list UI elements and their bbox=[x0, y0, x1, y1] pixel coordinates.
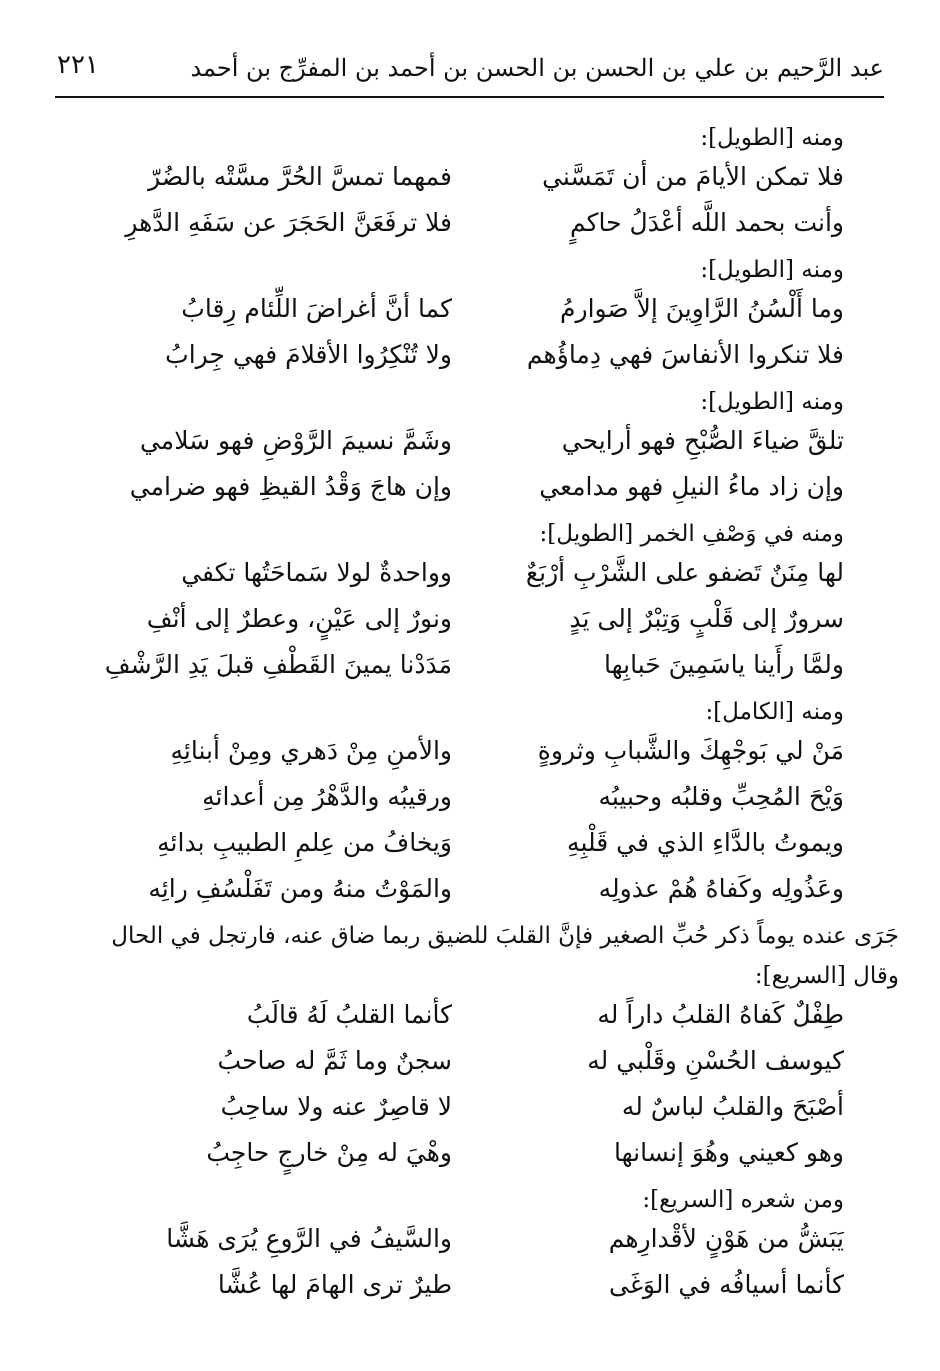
second-hemistich: وواحدةٌ لولا سَماحَتُها تكفي bbox=[181, 558, 452, 587]
page-body bbox=[54, 118, 899, 1312]
first-hemistich: سرورٌ إلى قَلْبٍ وَتِبْرٌ إلى يَدٍ bbox=[569, 604, 844, 633]
verse bbox=[54, 554, 844, 600]
first-hemistich: فلا تنكروا الأنفاسَ فهي دِماؤُهم bbox=[526, 340, 844, 369]
first-hemistich: يَبَشُّ من هَوْنٍ لأقْدارِهم bbox=[608, 1224, 844, 1253]
section-heading: ومنه [الطويل]: bbox=[700, 257, 844, 283]
verse bbox=[54, 778, 844, 824]
first-hemistich: لها مِنَنٌ تَضفو على الشَّرْبِ أرْبَعٌ bbox=[525, 558, 844, 587]
page-number: ٢٢١ bbox=[57, 50, 99, 80]
second-hemistich: فمهما تمسَّ الحُرَّ مسَّتْه بالضُرّ bbox=[148, 162, 452, 191]
second-hemistich: طيرٌ ترى الهامَ لها عُشَّا bbox=[217, 1270, 452, 1299]
first-hemistich: مَنْ لي بَوجْهِكَ والشَّبابِ وثروةٍ bbox=[537, 736, 844, 765]
prose-line: وقال [السريع]: bbox=[754, 963, 899, 989]
second-hemistich: والمَوْتُ منهُ ومن تَفَلْسُفِ رائِه bbox=[148, 874, 452, 903]
second-hemistich: ورقيبُه والدَّهْرُ مِن أعدائهِ bbox=[202, 782, 452, 811]
first-hemistich: وأنت بحمد اللَّه أعْدَلُ حاكمٍ bbox=[570, 208, 844, 237]
second-hemistich: وهْيَ له مِنْ خارجٍ حاجِبُ bbox=[206, 1138, 452, 1167]
first-hemistich: وإن زاد ماءُ النيلِ فهو مدامعي bbox=[539, 472, 844, 501]
verse bbox=[54, 870, 844, 916]
prose-line: جَرَى عنده يوماً ذكر حُبِّ الصغير فإنَّ القلبَ للضيق ربما ضاق عنه، فارتجل في الحال bbox=[111, 923, 899, 949]
verse bbox=[54, 468, 844, 514]
verse bbox=[54, 732, 844, 778]
verse bbox=[54, 290, 844, 336]
first-hemistich: وعَذُولِه وكَفاهُ هُمْ عذولِه bbox=[598, 874, 844, 903]
running-title: عبد الرَّحيم بن علي بن الحسن بن الحسن بن أحمد بن المفرِّج بن أحمد bbox=[190, 54, 884, 82]
verse bbox=[54, 646, 844, 692]
second-hemistich: سجنٌ وما ثَمَّ له صاحبُ bbox=[217, 1046, 452, 1075]
section-heading: ومنه [الطويل]: bbox=[700, 125, 844, 151]
first-hemistich: كيوسف الحُسْنِ وقَلْبي له bbox=[587, 1046, 844, 1075]
second-hemistich: فلا ترفَعَنَّ الحَجَرَ عن سَفَهِ الدَّهرِ bbox=[125, 208, 452, 237]
second-hemistich: وَيخافُ من عِلمِ الطبيبِ بدائهِ bbox=[157, 828, 452, 857]
first-hemistich: ويموتُ بالدَّاءِ الذي في قَلْبِهِ bbox=[567, 828, 844, 857]
verse bbox=[54, 1134, 844, 1180]
first-hemistich: وما أَلْسُنُ الرَّاوِينَ إلاَّ صَوارمُ bbox=[560, 294, 844, 323]
second-hemistich: والأمنِ مِنْ دَهري ومِنْ أبنائِهِ bbox=[170, 736, 452, 765]
verse bbox=[54, 1266, 844, 1312]
page-header bbox=[55, 50, 884, 98]
first-hemistich: كأنما أسيافُه في الوَغَى bbox=[609, 1270, 844, 1299]
verse bbox=[54, 1220, 844, 1266]
first-hemistich: فلا تمكن الأيامَ من أن تَمَسَّني bbox=[542, 162, 844, 191]
verse bbox=[54, 158, 844, 204]
second-hemistich: كأنما القلبُ لَهُ قالَبُ bbox=[246, 1000, 452, 1029]
second-hemistich: وإن هاجَ وَقْدُ القيظِ فهو ضرامي bbox=[129, 472, 452, 501]
second-hemistich: ولا تُنْكِرُوا الأقلامَ فهي جِرابُ bbox=[165, 340, 452, 369]
first-hemistich: تلقَّ ضياءَ الصُّبْحِ فهو أرايحي bbox=[561, 426, 844, 455]
section-heading: ومن شعره [السريع]: bbox=[642, 1187, 844, 1213]
verse bbox=[54, 1042, 844, 1088]
second-hemistich: ونورٌ إلى عَيْنٍ، وعطرٌ إلى أنْفِ bbox=[146, 604, 452, 633]
second-hemistich: والسَّيفُ في الرَّوعِ يُرَى هَشَّا bbox=[166, 1224, 452, 1253]
first-hemistich: أصْبَحَ والقلبُ لباسٌ له bbox=[621, 1092, 844, 1121]
second-hemistich: لا قاصِرٌ عنه ولا ساحِبُ bbox=[220, 1092, 452, 1121]
section-heading: ومنه [الطويل]: bbox=[700, 389, 844, 415]
verse bbox=[54, 204, 844, 250]
first-hemistich: وهو كعيني وهُوَ إنسانها bbox=[614, 1138, 844, 1167]
second-hemistich: وشَمَّ نسيمَ الرَّوْضِ فهو سَلامي bbox=[139, 426, 452, 455]
second-hemistich: كما أنَّ أغراضَ اللِّئام رِقابُ bbox=[181, 294, 452, 323]
verse bbox=[54, 996, 844, 1042]
verse bbox=[54, 600, 844, 646]
verse bbox=[54, 824, 844, 870]
first-hemistich: ولمَّا رأَينا ياسَمِينَ حَبابِها bbox=[603, 650, 844, 679]
verse bbox=[54, 336, 844, 382]
section-heading: ومنه [الكامل]: bbox=[705, 699, 844, 725]
first-hemistich: وَيْحَ المُحِبِّ وقلبُه وحبيبُه bbox=[598, 782, 844, 811]
second-hemistich: مَدَدْنا يمينَ القَطْفِ قبلَ يَدِ الرَّشْفِ bbox=[104, 650, 452, 679]
verse bbox=[54, 422, 844, 468]
verse bbox=[54, 1088, 844, 1134]
first-hemistich: طِفْلٌ كَفاهُ القلبُ داراً له bbox=[597, 1000, 844, 1029]
section-heading: ومنه في وَصْفِ الخمر [الطويل]: bbox=[539, 521, 844, 547]
